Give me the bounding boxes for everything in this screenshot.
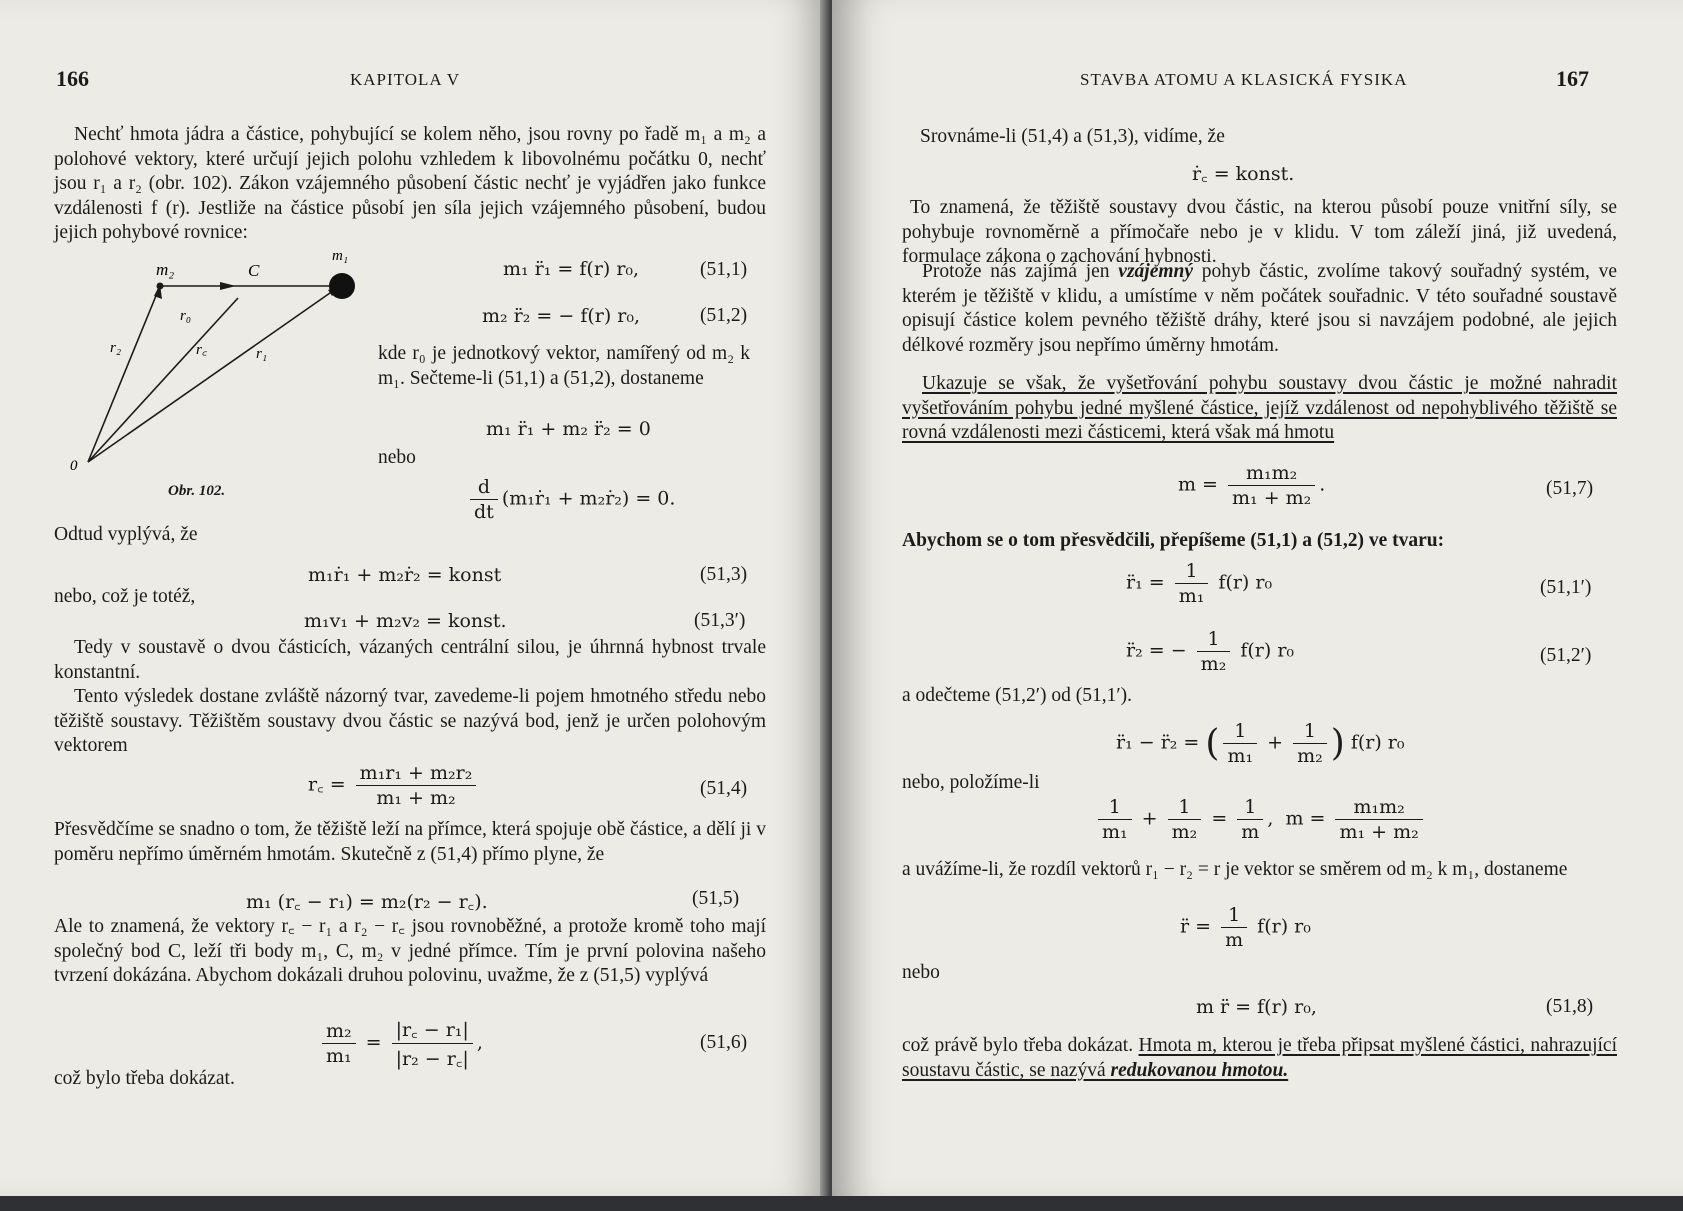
label-r0: r₀ [180,308,192,324]
text-srovname: Srovnáme-li (51,4) a (51,3), vidíme, že [920,126,1225,147]
equation-51-3: m₁ṙ₁ + m₂ṙ₂ = konst [308,564,502,586]
equation-number: (51,5) [692,888,740,909]
running-head: STAVBA ATOMU A KLASICKÁ FYSIKA [1080,70,1408,89]
text-nebo: nebo [378,447,416,468]
label-r2: r₂ [110,340,122,356]
label-origin: 0 [70,458,78,474]
equation-51-2: m₂ r̈₂ = − f(r) r₀, [482,305,641,327]
paragraph: což právě bylo třeba dokázat. Hmota m, kterou je třeba připsat myšlené částici, nahrazující soustavu částic, se nazývá redukovanou hmotou. [902,1035,1617,1081]
right-page [832,0,1683,1196]
vector-r1 [88,286,340,462]
mass-m1-nucleus [329,273,355,299]
text-abychom: Abychom se o tom přesvědčili, přepíšeme (51,1) a (51,2) ve tvaru: [902,530,1445,551]
equation-sum: m₁ r̈₁ + m₂ r̈₂ = 0 [486,418,651,440]
paragraph: To znamená, že těžiště soustavy dvou částic, na kterou působí pouze vnitřní síly, se pohybuje rovnoměrně a přímočaře nebo je v klidu. V tom záleží jiná, již uvedená, formulace zákona o zachování hybnosti. [902,197,1617,267]
figure-caption: Obr. 102. [168,483,226,499]
equation-r-ddot: r̈ = $\frac{1}{m}$ f(r) r₀ [1180,904,1311,951]
running-head: KAPITOLA V [350,70,460,89]
equation-51-1: m₁ r̈₁ = f(r) r₀, [503,258,640,280]
equation-number: (51,1) [700,259,748,280]
equation-number: (51,3) [700,564,748,585]
equation-51-1-prime: r̈₁ = $\frac{1}{\text{m₁}}$ f(r) r₀ [1126,560,1273,607]
equation-number: (51,4) [700,778,748,799]
page-number: 166 [56,66,89,91]
equation-number: (51,2′) [1540,645,1592,666]
figure-102 [70,248,370,474]
text-nebo: nebo [902,962,940,983]
paragraph: Tedy v soustavě o dvou částicích, vázaných centrální silou, je úhrnná hybnost trvale konstantní. [54,637,766,683]
paragraph: Ale to znamená, že vektory r꜀ − r₁ a r₂ − r꜀ jsou rovnoběžné, a protože kromě toho mají společný bod C, leží tři body m₁, C, m₂ v jedné přímce. Tím je první polovina našeho tvrzení dokázána. Abychom dokázali druhou polovinu, uvažme, že z (51,5) vyplývá [54,916,766,986]
text-odecteme: a odečteme (51,2′) od (51,1′). [902,685,1132,706]
equation-51-3-prime: m₁v₁ + m₂v₂ = konst. [304,610,507,632]
vector-r2 [88,286,160,462]
arrow-head [220,282,236,290]
label-rc: r꜀ [196,342,208,358]
mass-m2-point [157,283,164,290]
label-r1: r₁ [256,346,268,362]
vector-rc [88,298,238,462]
equation-difference: r̈₁ − r̈₂ = ( $\frac{1}{\text{m₁}}$ + $\frac{1}{\text{m₂}}$ ) f(r) r₀ [1116,720,1405,767]
paragraph: kde r₀ je jednotkový vektor, namířený od m₂ k m₁. Sečteme-li (51,1) a (51,2), dostaneme [378,343,750,389]
equation-number: (51,6) [700,1032,748,1053]
paragraph: Nechť hmota jádra a částice, pohybující se kolem něho, jsou rovny po řadě m₁ a m₂ a polohové vektory, které určují jejich polohu vzhledem k libovolnému počátku 0, nechť jsou r₁ a r₂ (obr. 102). Zákon vzájemného působení částic nechť je vyjádřen jako funkce vzdálenosti f (r). Jestliže na částice působí jen síla jejich vzájemného působení, budou jejich pohybové rovnice: [54,124,766,243]
equation-rc-const: ṙ꜀ = konst. [1192,163,1295,185]
equation-number: (51,7) [1546,478,1594,499]
equation-number: (51,8) [1546,996,1594,1017]
paragraph: a uvážíme-li, že rozdíl vektorů r₁ − r₂ = r je vektor se směrem od m₂ k m₁, dostaneme [902,859,1568,880]
text-polozime: nebo, položíme-li [902,772,1040,793]
label-m2: m₂ [156,260,175,279]
paragraph: Přesvědčíme se snadno o tom, že těžiště leží na přímce, která spojuje obě částice, a dělí ji v poměru nepřímo úměrném hmotám. Skutečně z (51,4) přímo plyne, že [54,819,766,865]
paragraph: Protože nás zajímá jen vzájemný pohyb částic, zvolíme takový souřadný systém, ve kterém je těžiště v klidu, a umístíme v něm počátek souřadnic. V této souřadné soustavě opisují částice kolem pevného těžiště dráhy, které jsou si navzájem podobné, ale jejich délkové rozměry jsou nepřímo úměrny hmotám. [902,261,1617,356]
equation-number: (51,2) [700,305,748,326]
label-c: C [248,261,260,280]
equation-51-6: $\frac{\text{m₂}}{\text{m₁}}$ = $\frac{\text{|r꜀ − r₁|}}{\text{|r₂ − r꜀|}}$ , [318,1016,483,1071]
equation-number: (51,3′) [694,610,746,631]
equation-51-5: m₁ (r꜀ − r₁) = m₂(r₂ − r꜀). [246,891,488,913]
equation-51-2-prime: r̈₂ = − $\frac{1}{\text{m₂}}$ f(r) r₀ [1126,628,1295,675]
text-final: což bylo třeba dokázat. [54,1068,235,1089]
equation-number: (51,1′) [1540,577,1592,598]
equation-51-7: m = $\frac{\text{m₁m₂}}{\text{m₁ + m₂}}$ . [1178,462,1326,509]
text-nebo-totez: nebo, což je totéž, [54,586,196,607]
equation-51-4: r꜀ = $\frac{\text{m₁r₁ + m₂r₂}}{\text{m₁ + m₂}}$ [308,762,480,809]
equation-51-8: m r̈ = f(r) r₀, [1196,996,1317,1018]
label-m1: m₁ [332,248,349,264]
paragraph: Tento výsledek dostane zvláště názorný tvar, zavedeme-li pojem hmotného středu nebo těžiště soustavy. Těžištěm soustavy dvou částic se nazývá bod, jenž je určen polohovým vektorem [54,686,766,756]
left-page [0,0,830,1196]
text-odtud: Odtud vyplývá, že [54,524,198,545]
equation-derivative: $\frac{d}{dt}$ (m₁ṙ₁ + m₂ṙ₂) = 0. [466,476,675,523]
paragraph-underlined: Ukazuje se však, že vyšetřování pohybu soustavy dvou částic je možné nahradit vyšetřováním pohybu jedné myšlené částice, jejíž vzdálenost od nepohyblivého těžiště se rovná vzdálenosti mezi částicemi, která však má hmotu [902,373,1617,443]
equation-reduced-definition: $\frac{1}{\text{m₁}}$ + $\frac{1}{\text{m₂}}$ = $\frac{1}{m}$ , m = $\frac{\text{m₁m₂}}{\text{m₁ + m₂}}$ [1094,796,1427,843]
page-number: 167 [1556,66,1589,91]
